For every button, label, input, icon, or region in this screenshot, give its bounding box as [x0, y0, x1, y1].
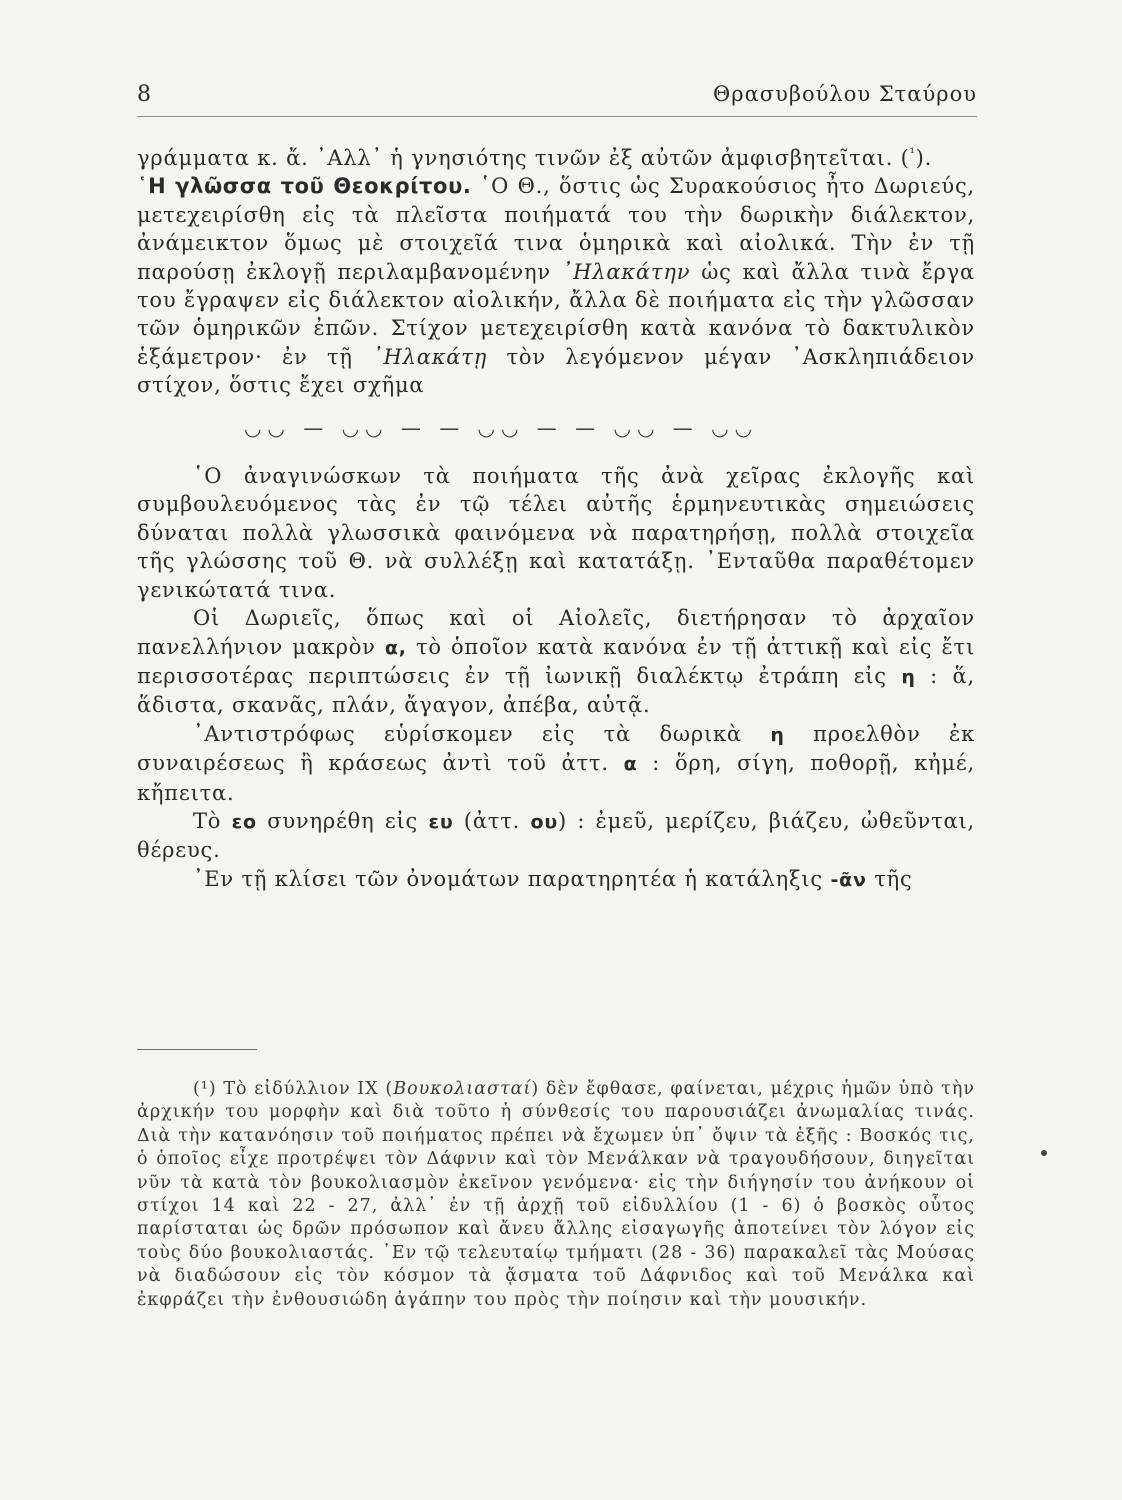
title-italic: ᾿Ηλακάτην: [561, 259, 691, 284]
paragraph-7: ᾿Εν τῇ κλίσει τῶν ὀνομάτων παρατηρητέα ἡ κατάληξις -ᾶν τῆς: [193, 866, 913, 891]
margin-dot: [1041, 1150, 1047, 1156]
paragraph-6: Τὸ εο συνηρέθη εἰς ευ (ἀττ. ου) : ἐμεῦ, μερίζευ, βιάζευ, ὠθεῦνται, θέρευς.: [137, 808, 976, 863]
footnote-ref: ¹: [909, 146, 916, 161]
footnote-rule: [137, 1049, 257, 1050]
section-heading: ῾Η γλῶσσα τοῦ Θεοκρίτου.: [137, 174, 472, 199]
paragraph-2: ῾Η γλῶσσα τοῦ Θεοκρίτου. ῾Ο Θ., ὅστις ὡς Συρακούσιος ἦτο Δωριεύς, μετεχειρίσθη εἰς τὰ πλεῖστα ποιήματά του τὴν δωρικὴν διάλεκτον, ἀνάμεικτον ὅμως μὲ στοιχεῖά τινα ὁμηρικὰ καὶ αἰολικά. Τὴν ἐν τῇ παρούσῃ ἐκλογῇ περιλαμβανομένην ᾿Ηλακάτην ὡς καὶ ἄλλα τινὰ ἔργα του ἔγραψεν εἰς διάλεκτον αἰολικήν, ἄλλα δὲ ποιήματα εἰς τὴν γλῶσσαν τῶν ὁμηρικῶν ἐπῶν. Στίχον μετεχειρίσθη κατὰ κανόνα τὸ δακτυλικὸν ἑξάμετρον· ἐν τῇ ᾿Ηλακάτῃ τὸν λεγόμενον μέγαν ᾿Ασκληπιάδειον στίχον, ὅστις ἔχει σχῆμα: [137, 174, 976, 398]
metrical-scheme: ◡◡ — ◡◡ — — ◡◡ — — ◡◡ — ◡◡: [243, 415, 759, 440]
footnote-marker: (¹): [193, 1079, 217, 1099]
paragraph-5: ᾿Αντιστρόφως εὑρίσκομεν εἰς τὰ δωρικὰ η προελθὸν ἐκ συναιρέσεως ἢ κράσεως ἀντὶ τοῦ ἀττ. α : ὅρη, σίγη, ποθορῇ, κἠμέ, κἤπειτα.: [137, 721, 975, 805]
paragraph-3: ῾Ο ἀναγινώσκων τὰ ποιήματα τῆς ἀνὰ χεῖρας ἐκλογῆς καὶ συμβουλευόμενος τὰς ἐν τῷ τέλει αὐτῆς ἑρμηνευτικὰς σημειώσεις δύναται πολλὰ γλωσσικὰ φαινόμενα νὰ παρατηρήσῃ, πολλὰ στοιχεῖα τῆς γλώσσης τοῦ Θ. νὰ συλλέξῃ καὶ κατατάξῃ. ᾿Ενταῦθα παραθέτομεν γενικώτατά τινα.: [137, 464, 975, 602]
title-italic: ᾿Ηλακάτῃ: [372, 344, 488, 369]
footnote-text: (¹) Τὸ εἰδύλλιον IX (Βουκολιασταί) δὲν ἔφθασε, φαίνεται, μέχρις ἡμῶν ὑπὸ τὴν ἀρχικήν του μορφὴν καὶ διὰ τοῦτο ἡ σύνθεσίς του παρουσιάζει ἀνωμαλίας τινάς. Διὰ τὴν κατανόησιν τοῦ ποιήματος πρέπει νὰ ἔχωμεν ὑπ᾿ ὄψιν τὰ ἑξῆς : Βοσκός τις, ὁ ὁποῖος εἶχε προτρέψει τὸν Δάφνιν καὶ τὸν Μενάλκαν νὰ τραγουδήσουν, διηγεῖται νῦν τὰ κατὰ τὸν βουκολιασμὸν ἐκεῖνον γενόμενα· εἰς τὴν διήγησίν του ἀνήκουν οἱ στίχοι 14 καὶ 22 - 27, ἀλλ᾿ ἐν τῇ ἀρχῇ τοῦ εἰδυλλίου (1 - 6) ὁ βοσκὸς οὗτος παρίσταται ὡς δρῶν πρόσωπον καὶ ἄνευ ἄλλης εἰσαγωγῆς ἀποτείνει τὸν λόγον εἰς τοὺς δύο βουκολιαστάς. ᾿Εν τῷ τελευταίῳ τμήματι (28 - 36) παρακαλεῖ τὰς Μούσας νὰ διαδώσουν εἰς τὸν κόσμον τὰ ᾄσματα τοῦ Δάφνιδος καὶ τοῦ Μενάλκα καὶ ἐκφράζει τὴν ἐνθουσιώδη ἀγάπην του πρὸς τὴν ποίησιν καὶ τὴν μουσικήν.: [137, 1079, 975, 1310]
header-rule: [137, 116, 977, 117]
paragraph-4: Οἱ Δωριεῖς, ὅπως καὶ οἱ Αἰολεῖς, διετήρησαν τὸ ἀρχαῖον πανελλήνιον μακρὸν α, τὸ ὁποῖον κατὰ κανόνα ἐν τῇ ἀττικῇ καὶ εἰς ἔτι περισσοτέρας περιπτώσεις ἐν τῇ ἰωνικῇ διαλέκτῳ ἐτράπη εἰς η : ἅ, ἅδιστα, σκανᾶς, πλάν, ἄγαγον, ἀπέβα, αὐτᾷ.: [137, 606, 975, 718]
main-text: [137, 140, 975, 894]
paragraph-1: γράμματα κ. ἄ. ᾿Αλλ᾿ ἡ γνησιότης τινῶν ἐξ αὐτῶν ἀμφισβητεῖται. ($^{^1}$).: [137, 146, 933, 170]
running-head: Θρασυβούλου Σταύρου: [713, 82, 977, 106]
page-number: 8: [137, 82, 152, 107]
footnote: [137, 1078, 975, 1312]
page-header: [137, 78, 977, 114]
